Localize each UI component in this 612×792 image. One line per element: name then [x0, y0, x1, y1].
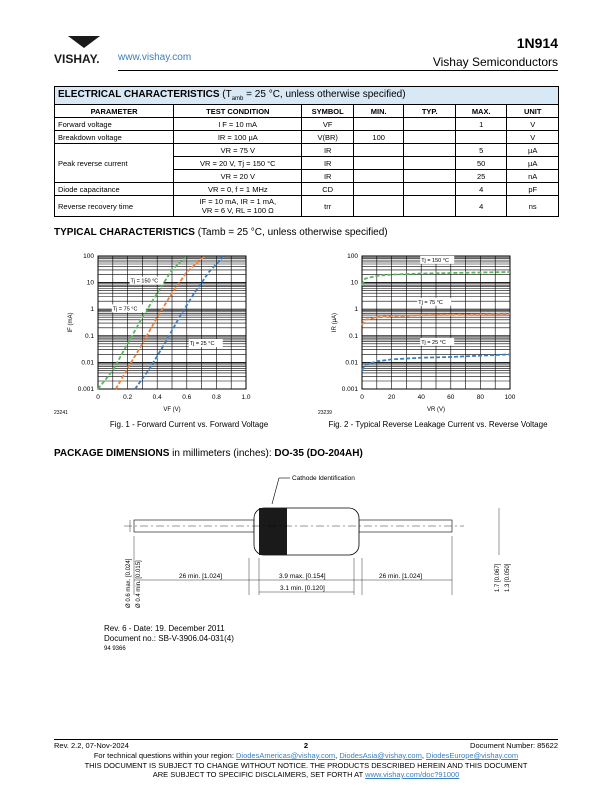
series-label: Tj = 25 °C — [421, 339, 446, 346]
cell — [455, 131, 507, 144]
cell: Diode capacitance — [55, 183, 174, 196]
cell — [353, 144, 404, 157]
cell: 25 — [455, 170, 507, 183]
cell — [404, 144, 456, 157]
svg-text:VISHAY.: VISHAY. — [54, 52, 100, 66]
cell: IR — [302, 144, 354, 157]
cell: V — [507, 131, 559, 144]
chart-forward-current — [54, 248, 304, 418]
cell — [353, 157, 404, 170]
dim-body: 3.9 max. [0.154] — [279, 573, 326, 580]
y-tick-label: 10 — [350, 279, 358, 287]
table-row — [55, 144, 559, 157]
x-tick-label: 0.8 — [211, 394, 221, 401]
y-tick-label: 0.001 — [341, 386, 358, 393]
cell: Peak reverse current — [55, 144, 174, 183]
cathode-arrow — [272, 478, 279, 504]
x-tick-label: 0.4 — [152, 394, 162, 401]
y-tick-label: 0.01 — [81, 359, 94, 367]
rev-line: Rev. 6 - Date: 19. December 2011 — [104, 624, 225, 633]
disclaimer-link[interactable]: www.vishay.com/doc?91000 — [365, 770, 460, 779]
cell — [404, 157, 456, 170]
header-divider — [118, 70, 558, 71]
table-row — [55, 118, 559, 131]
cell — [353, 196, 404, 217]
cell: V(BR) — [302, 131, 354, 144]
cell: Breakdown voltage — [55, 131, 174, 144]
dim-lead-dia1: Ø 0.6 max. [0.024] — [126, 558, 132, 608]
electrical-characteristics-table — [54, 86, 559, 217]
figure-id: 23239 — [318, 410, 332, 416]
series-label: Tj = 75 °C — [418, 299, 443, 306]
y-tick-label: 0.1 — [84, 332, 94, 340]
y-axis-label: IF (mA) — [68, 312, 74, 333]
website-link[interactable]: www.vishay.com — [118, 52, 192, 63]
x-tick-label: 0.2 — [123, 394, 133, 401]
cell: 5 — [455, 144, 507, 157]
cell: VF — [302, 118, 354, 131]
x-axis-label: VF (V) — [163, 407, 181, 413]
cell — [404, 131, 456, 144]
dim-lead-dia2: Ø 0.4 min. [0.015] — [136, 560, 142, 608]
y-tick-label: 100 — [83, 253, 94, 260]
col-min: MIN. — [353, 105, 404, 118]
cell — [353, 118, 404, 131]
table-title: ELECTRICAL CHARACTERISTICS ($T_{amb} = 25$ °C, unless otherwise specified) — [55, 87, 559, 105]
cell: nA — [507, 170, 559, 183]
series-label: Tj = 25 °C — [189, 341, 215, 348]
cell: IF = 10 mA, IR = 1 mA, VR = 6 V, RL = 100 Ω — [174, 196, 302, 217]
cathode-label: Cathode Identification — [292, 475, 355, 482]
x-tick-label: 60 — [447, 394, 455, 401]
drawing-no: 94 9366 — [104, 646, 126, 652]
cell: V — [507, 118, 559, 131]
chart-reverse-leakage — [318, 248, 568, 418]
x-tick-label: 20 — [387, 394, 396, 401]
col-test-condition: TEST CONDITION — [174, 105, 302, 118]
table-row — [55, 183, 559, 196]
email-americas[interactable]: DiodesAmericas@vishay.com — [236, 751, 336, 760]
cell: trr — [302, 196, 354, 217]
cell: VR = 20 V, Tj = 150 °C — [174, 157, 302, 170]
series-label: Tj = 150 °C — [130, 278, 159, 285]
cell: Forward voltage — [55, 118, 174, 131]
cell: CD — [302, 183, 354, 196]
typical-characteristics-heading: TYPICAL CHARACTERISTICS (Tamb = 25 °C, unless otherwise specified) — [54, 227, 388, 238]
right-lead — [359, 520, 452, 532]
dim-lead-left: 26 min. [1.024] — [179, 573, 222, 580]
y-tick-label: 1 — [354, 306, 358, 314]
col-max: MAX. — [455, 105, 507, 118]
cell: pF — [507, 183, 559, 196]
footer-divider — [54, 739, 558, 740]
cell: VR = 75 V — [174, 144, 302, 157]
package-drawing — [104, 470, 524, 620]
company-name: Vishay Semiconductors — [432, 55, 558, 69]
x-tick-label: 100 — [504, 394, 516, 401]
x-tick-label: 0 — [360, 394, 364, 401]
dim-body-min: 3.1 min. [0.120] — [280, 585, 325, 592]
cell — [404, 183, 456, 196]
table-row — [55, 131, 559, 144]
cell: 4 — [455, 183, 507, 196]
col-symbol: SYMBOL — [302, 105, 354, 118]
y-tick-label: 100 — [347, 253, 358, 260]
footer-tech: For technical questions within your region: DiodesAmericas@vishay.com, DiodesAsia@vishay.com, DiodesEurope@vishay.com — [93, 751, 519, 760]
y-tick-label: 0.01 — [345, 359, 358, 367]
footer-rev: Rev. 2.2, 07-Nov-2024 — [54, 741, 129, 750]
table-header-row — [55, 105, 559, 118]
cell: Reverse recovery time — [55, 196, 174, 217]
dim-lead-right: 26 min. [1.024] — [379, 573, 422, 580]
cell: 50 — [455, 157, 507, 170]
col-parameter: PARAMETER — [55, 105, 174, 118]
table-row — [55, 196, 559, 217]
x-tick-label: 0.6 — [182, 394, 192, 401]
y-tick-label: 0.001 — [77, 386, 94, 393]
cell: ns — [507, 196, 559, 217]
cell: 4 — [455, 196, 507, 217]
cell: µA — [507, 157, 559, 170]
email-europe[interactable]: DiodesEurope@vishay.com — [426, 751, 519, 760]
x-tick-label: 0 — [96, 394, 100, 401]
x-axis-label: VR (V) — [427, 407, 445, 413]
series-label: Tj = 150 °C — [421, 257, 449, 264]
cell: IR — [302, 170, 354, 183]
cell: 100 — [353, 131, 404, 144]
cell — [353, 183, 404, 196]
part-number: 1N914 — [516, 35, 558, 51]
email-asia[interactable]: DiodesAsia@vishay.com — [339, 751, 422, 760]
x-tick-label: 40 — [417, 394, 425, 401]
revision-block — [104, 624, 234, 654]
fig1-caption: Fig. 1 - Forward Current vs. Forward Voltage — [109, 420, 269, 429]
dim-body-dia2: 1.3 [0.050] — [505, 563, 511, 592]
doc-no-line: Document no.: SB-V-3906.04-031(4) — [104, 634, 234, 643]
col-typ: TYP. — [404, 105, 456, 118]
footer-disclaimer2: ARE SUBJECT TO SPECIFIC DISCLAIMERS, SET FORTH AT www.vishay.com/doc?91000 — [152, 770, 460, 779]
footer-disclaimer1: THIS DOCUMENT IS SUBJECT TO CHANGE WITHOUT NOTICE. THE PRODUCTS DESCRIBED HEREIN AND THIS DOCUMENT — [84, 761, 528, 770]
fig2-caption: Fig. 2 - Typical Reverse Leakage Current vs. Reverse Voltage — [328, 420, 548, 429]
footer-page: 2 — [303, 741, 309, 750]
cell — [404, 118, 456, 131]
y-tick-label: 0.1 — [348, 332, 358, 340]
dim-body-dia1: 1.7 [0.067] — [495, 563, 501, 592]
cell: I F = 10 mA — [174, 118, 302, 131]
series-label: Tj = 75 °C — [112, 306, 138, 313]
cell — [404, 196, 456, 217]
y-axis-label: IR (µA) — [332, 312, 338, 333]
x-tick-label: 80 — [476, 394, 485, 401]
cell: µA — [507, 144, 559, 157]
cell — [404, 170, 456, 183]
figure-id: 23241 — [54, 410, 68, 416]
vishay-logo — [54, 36, 114, 66]
y-tick-label: 10 — [86, 279, 94, 287]
cell: 1 — [455, 118, 507, 131]
cathode-band — [259, 508, 287, 555]
cell: VR = 0, f = 1 MHz — [174, 183, 302, 196]
x-tick-label: 1.0 — [241, 394, 251, 401]
footer-docnum: Document Number: 85622 — [470, 741, 558, 750]
cell: IR = 100 µA — [174, 131, 302, 144]
col-unit: UNIT — [507, 105, 559, 118]
cell: VR = 20 V — [174, 170, 302, 183]
cell: IR — [302, 157, 354, 170]
cell — [353, 170, 404, 183]
package-dimensions-heading: PACKAGE DIMENSIONS in millimeters (inches): DO-35 (DO-204AH) — [54, 448, 363, 459]
y-tick-label: 1 — [90, 306, 94, 314]
